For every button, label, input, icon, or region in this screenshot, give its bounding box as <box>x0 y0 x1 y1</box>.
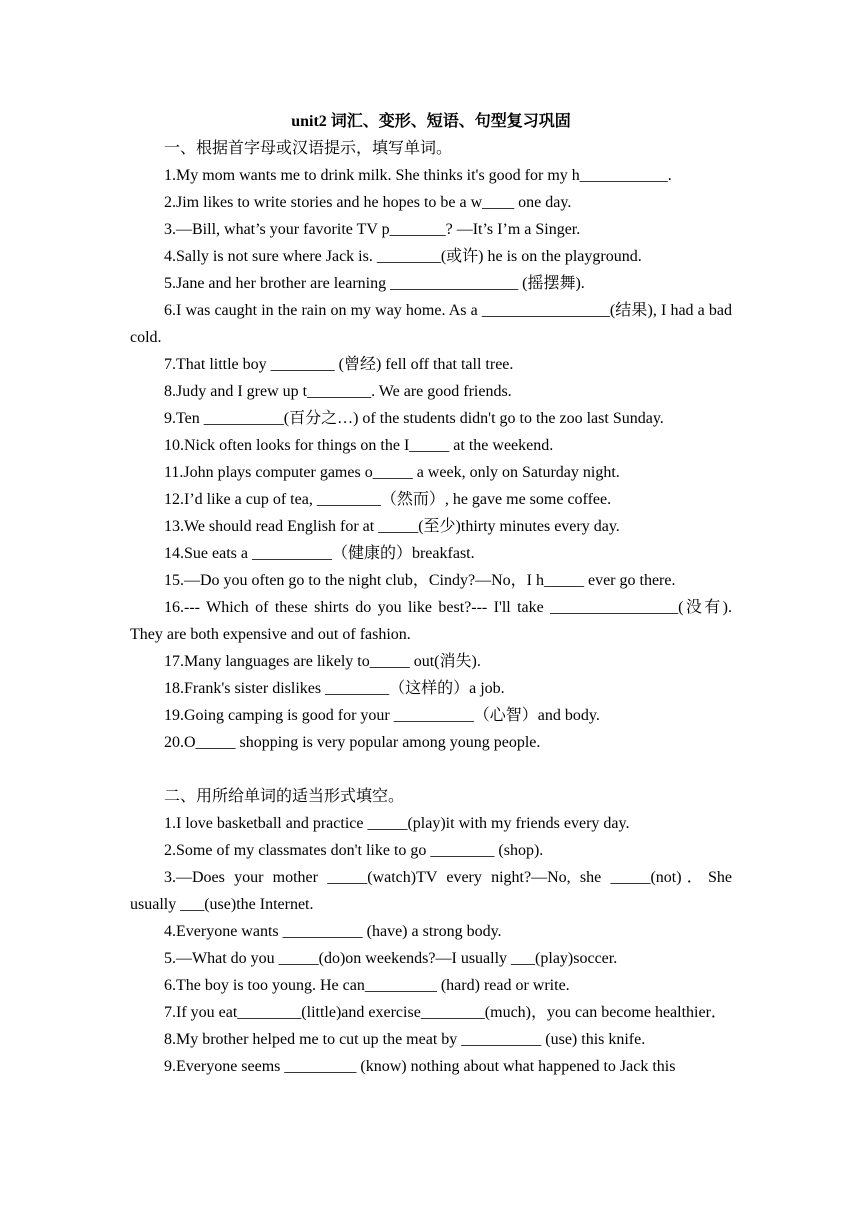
exercise-item: 9.Ten __________(百分之…) of the students didn't go to the zoo last Sunday. <box>164 410 664 427</box>
exercise-item: 1.I love basketball and practice _____(play)it with my friends every day. <box>164 815 630 832</box>
exercise-item: 20.O_____ shopping is very popular among young people. <box>164 734 541 751</box>
exercise-item: 1.My mom wants me to drink milk. She thinks it's good for my h___________. <box>164 167 672 184</box>
exercise-item: 3.—Does your mother _____(watch)TV every night?—No, she _____(not)．She usually ___(use)the Internet. <box>130 869 733 913</box>
exercise-item: 8.My brother helped me to cut up the meat by __________ (use) this knife. <box>164 1031 646 1048</box>
exercise-item: 7.If you eat________(little)and exercise________(much)，you can become healthier． <box>164 1004 727 1021</box>
exercise-item: 2.Jim likes to write stories and he hopes to be a w____ one day. <box>164 194 572 211</box>
page-title: unit2 词汇、变形、短语、句型复习巩固 <box>291 113 571 130</box>
exercise-item: 4.Everyone wants __________ (have) a strong body. <box>164 923 502 940</box>
exercise-item: 3.—Bill, what’s your favorite TV p_______? —It’s I’m a Singer. <box>164 221 581 238</box>
exercise-item: 17.Many languages are likely to_____ out(消失). <box>164 653 481 670</box>
section1-heading: 一、根据首字母或汉语提示，填写单词。 <box>164 140 453 157</box>
exercise-item: 15.—Do you often go to the night club，Cindy?—No，I h_____ ever go there. <box>164 572 676 589</box>
exercise-item: 2.Some of my classmates don't like to go ________ (shop). <box>164 842 544 859</box>
exercise-item: 18.Frank's sister dislikes ________（这样的）a job. <box>164 680 505 697</box>
exercise-item: 5.—What do you _____(do)on weekends?—I usually ___(play)soccer. <box>164 950 618 967</box>
section2-heading: 二、用所给单词的适当形式填空。 <box>164 788 405 805</box>
exercise-item: 9.Everyone seems _________ (know) nothing about what happened to Jack this <box>164 1058 676 1075</box>
blank-line <box>130 756 732 783</box>
exercise-item: 4.Sally is not sure where Jack is. ________(或许) he is on the playground. <box>164 248 642 265</box>
exercise-item: 10.Nick often looks for things on the I_____ at the weekend. <box>164 437 554 454</box>
exercise-item: 14.Sue eats a __________（健康的）breakfast. <box>164 545 475 562</box>
exercise-item: 16.--- Which of these shirts do you like best?--- I'll take ________________(没有). They are both expensive and out of fashion. <box>130 599 732 643</box>
exercise-item: 8.Judy and I grew up t________. We are good friends. <box>164 383 512 400</box>
exercise-item: 7.That little boy ________ (曾经) fell off that tall tree. <box>164 356 514 373</box>
exercise-item: 19.Going camping is good for your __________（心智）and body. <box>164 707 600 724</box>
document-page <box>130 108 732 1080</box>
exercise-item: 5.Jane and her brother are learning ________________ (摇摆舞). <box>164 275 585 292</box>
exercise-item: 12.I’d like a cup of tea, ________（然而）, he gave me some coffee. <box>164 491 612 508</box>
exercise-item: 6.The boy is too young. He can_________ (hard) read or write. <box>164 977 570 994</box>
exercise-item: 11.John plays computer games o_____ a week, only on Saturday night. <box>164 464 620 481</box>
exercise-item: 6.I was caught in the rain on my way home. As a ________________(结果), I had a bad cold. <box>130 302 732 346</box>
exercise-item: 13.We should read English for at _____(至少)thirty minutes every day. <box>164 518 620 535</box>
